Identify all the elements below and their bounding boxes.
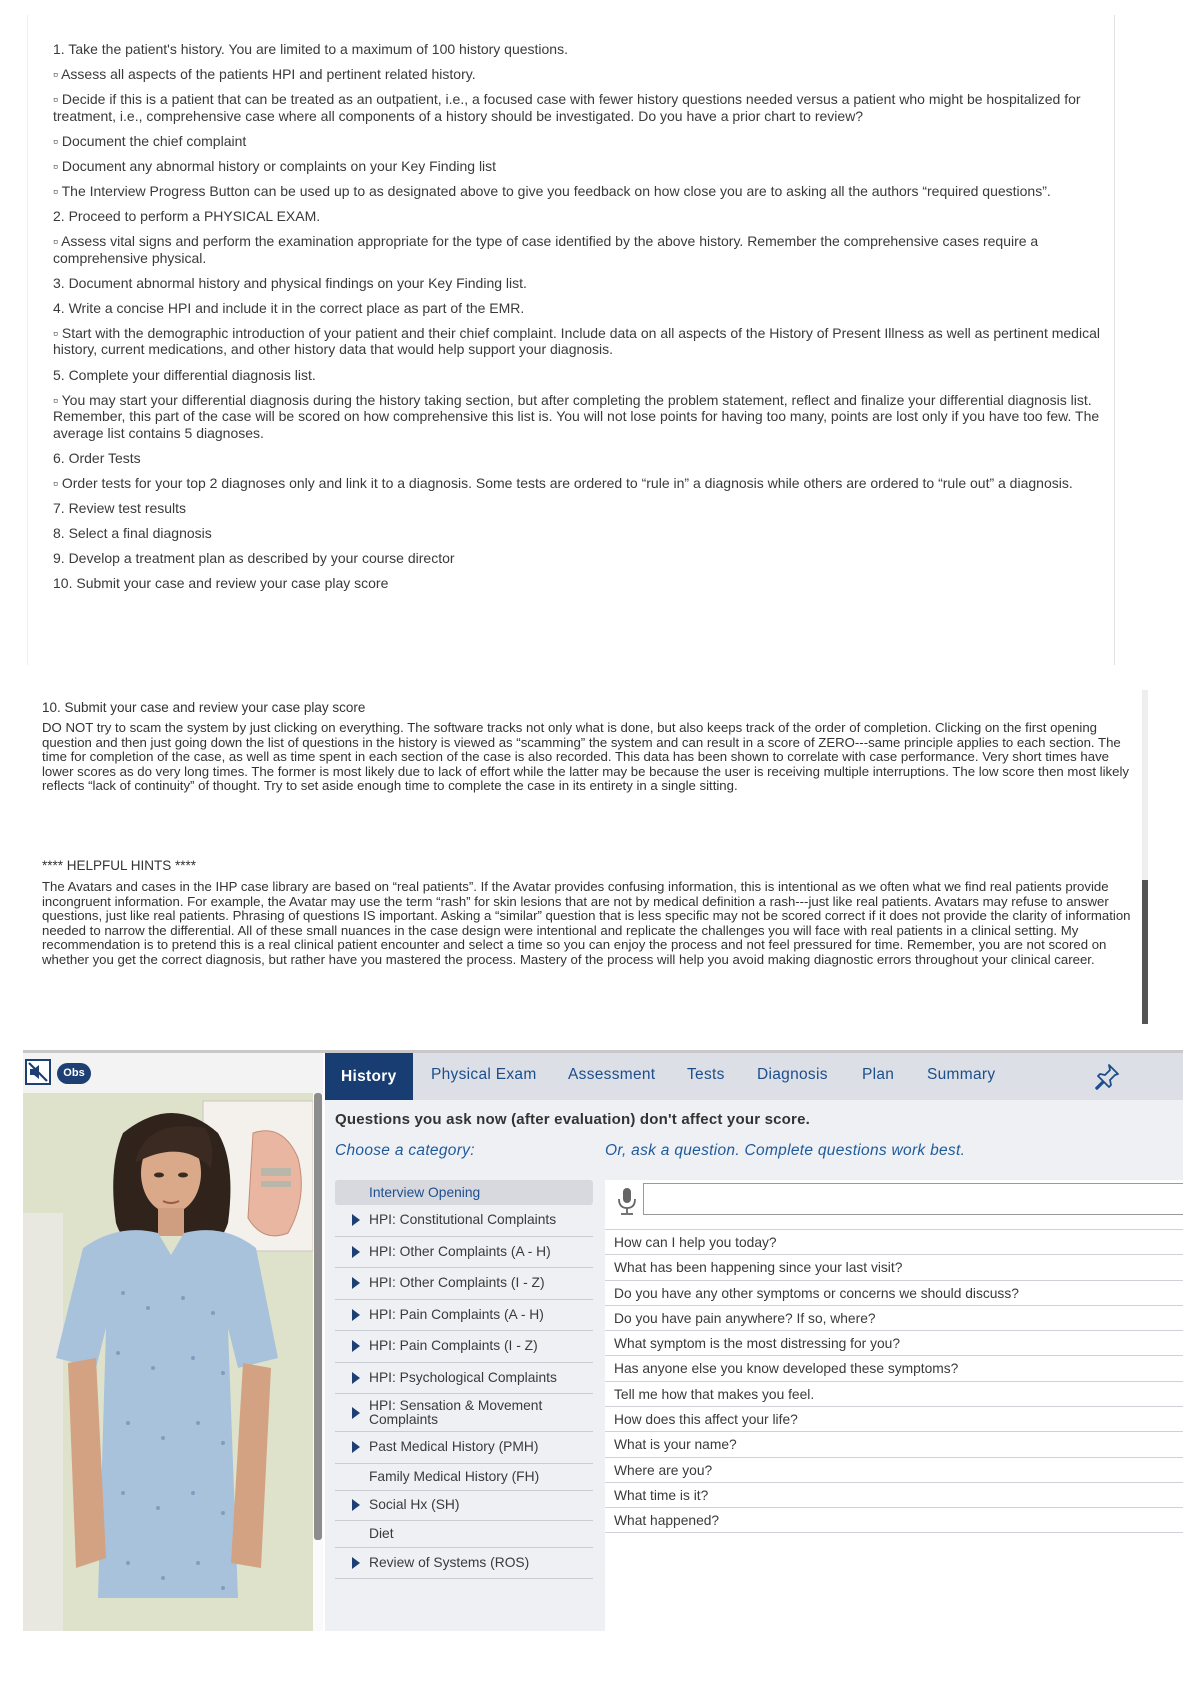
section-tabs	[325, 1053, 1183, 1100]
tab-plan[interactable]: Plan	[862, 1066, 895, 1083]
question-panel	[605, 1180, 1183, 1631]
category-label: Interview Opening	[369, 1184, 481, 1200]
instruction-steps	[53, 41, 1103, 600]
expand-arrow-icon	[352, 1214, 360, 1226]
instruction-step: 1. Take the patient's history. You are limited to a maximum of 100 history questions.	[53, 41, 568, 57]
question-item[interactable]: What time is it?	[605, 1482, 1183, 1507]
question-item[interactable]: Where are you?	[605, 1457, 1183, 1482]
tab-history[interactable]: History	[325, 1053, 413, 1100]
instruction-step: 6. Order Tests	[53, 449, 141, 466]
pin-icon[interactable]	[1093, 1062, 1121, 1090]
category-item[interactable]	[335, 1548, 593, 1579]
microphone-icon[interactable]	[615, 1186, 639, 1216]
patient-avatar	[23, 1093, 313, 1631]
expand-arrow-icon	[352, 1407, 360, 1419]
question-item[interactable]: What has been happening since your last visit?	[605, 1254, 1183, 1279]
category-item[interactable]	[335, 1180, 593, 1205]
category-label: HPI: Other Complaints (I - Z)	[369, 1275, 545, 1291]
instruction-step: 2. Proceed to perform a PHYSICAL EXAM.	[53, 208, 321, 225]
speaker-muted-icon	[27, 1061, 49, 1083]
question-list	[605, 1229, 1183, 1533]
tab-diagnosis[interactable]: Diagnosis	[757, 1066, 828, 1083]
choose-category-label: Choose a category:	[335, 1142, 475, 1159]
category-label: HPI: Other Complaints (A - H)	[369, 1243, 551, 1259]
category-item[interactable]	[335, 1300, 593, 1332]
question-item[interactable]: How can I help you today?	[605, 1229, 1183, 1254]
expand-arrow-icon	[352, 1557, 360, 1569]
helpful-hints-text: The Avatars and cases in the IHP case library are based on “real patients”. If the Avatar provides confusing information, this is intentional as we often what we find real patients provide incongruent information. For example, the Avatar may use the term “rash” for skin lesions that are not by medical definition a rash---just like real patients. Avatars may refuse to answer questions, just like real patients. Phrasing of questions IS important. Asking a “similar” question that is less specific may not be scored correct if it does not provide the clarity of information needed to narrow the differential. All of these small nuances in the case design were intentional and replicate the challenges you will face with real patients in a clinical setting. My recommendation is to pretend this is a real clinical patient encounter and select a time so you can enjoy the process and not feel pressured for time. Remember, you are not scored on whether you get the correct diagnosis, but rather have you mastered the process. Mastery of the process will help you avoid making diagnostic errors throughout your clinical career.	[42, 879, 1131, 967]
category-item[interactable]	[335, 1268, 593, 1300]
category-list	[335, 1180, 593, 1579]
instruction-step: ▫ Start with the demographic introduction of your patient and their chief complaint. Include data on all aspects of the History of Present Illness as well as pertinent medical history, current medications, and other history data that would help support your diagnosis.	[53, 324, 1100, 358]
category-item[interactable]	[335, 1491, 593, 1521]
question-item[interactable]: What symptom is the most distressing for you?	[605, 1330, 1183, 1355]
instruction-step: 7. Review test results	[53, 499, 187, 516]
expand-arrow-icon	[352, 1340, 360, 1352]
instructions-panel	[27, 15, 1115, 665]
category-label: HPI: Psychological Complaints	[369, 1369, 557, 1385]
category-label: HPI: Sensation & Movement Complaints	[369, 1397, 543, 1427]
category-item[interactable]	[335, 1521, 593, 1549]
question-item[interactable]: Has anyone else you know developed these symptoms?	[605, 1355, 1183, 1380]
category-label: Diet	[369, 1525, 394, 1541]
expand-arrow-icon	[352, 1277, 360, 1289]
question-input[interactable]	[643, 1183, 1183, 1215]
category-label: Family Medical History (FH)	[369, 1468, 540, 1484]
obs-button[interactable]: Obs	[57, 1063, 91, 1084]
tab-tests[interactable]: Tests	[687, 1066, 725, 1083]
category-label: HPI: Pain Complaints (A - H)	[369, 1306, 544, 1322]
instruction-step: ▫ You may start your differential diagnosis during the history taking section, but after completing the problem statement, reflect and finalize your differential diagnosis list. Remember, this part of the case will be scored on how comprehensive this list is. You will not lose points for having too many, points are lost only if you have too few. The average list contains 5 diagnoses.	[53, 391, 1100, 441]
question-item[interactable]: Tell me how that makes you feel.	[605, 1381, 1183, 1406]
avatar-scrollbar-thumb[interactable]	[314, 1093, 322, 1540]
category-item[interactable]	[335, 1205, 593, 1237]
expand-arrow-icon	[352, 1246, 360, 1258]
patient-avatar-illustration	[23, 1093, 313, 1631]
question-item[interactable]: How does this affect your life?	[605, 1406, 1183, 1431]
notes-panel	[28, 690, 1148, 1025]
instruction-step: ▫ Document any abnormal history or complaints on your Key Finding list	[53, 157, 497, 174]
notes-scrollbar-thumb[interactable]	[1142, 880, 1148, 1024]
instruction-step: 10. Submit your case and review your case play score	[53, 575, 389, 592]
category-item[interactable]	[335, 1331, 593, 1363]
ask-question-label: Or, ask a question. Complete questions work best.	[605, 1142, 966, 1159]
mute-button[interactable]	[25, 1059, 51, 1085]
tab-assessment[interactable]: Assessment	[568, 1066, 656, 1083]
instruction-step: 5. Complete your differential diagnosis list.	[53, 366, 316, 383]
category-item[interactable]	[335, 1464, 593, 1492]
case-simulator	[23, 1050, 1191, 1635]
expand-arrow-icon	[352, 1499, 360, 1511]
helpful-hints-heading: **** HELPFUL HINTS ****	[42, 858, 197, 873]
tab-physical-exam[interactable]: Physical Exam	[431, 1066, 537, 1083]
instruction-step: 9. Develop a treatment plan as described by your course director	[53, 550, 455, 567]
category-item[interactable]	[335, 1363, 593, 1395]
tab-summary[interactable]: Summary	[927, 1066, 996, 1083]
instruction-step: ▫ Order tests for your top 2 diagnoses only and link it to a diagnosis. Some tests are ordered to “rule in” a diagnosis while others are ordered to “rule out” a diagnosis.	[53, 474, 1073, 491]
instruction-step: ▫ Document the chief complaint	[53, 132, 247, 149]
avatar-panel	[23, 1053, 323, 1631]
instruction-step: ▫ The Interview Progress Button can be used up to as designated above to give you feedback on how close you are to asking all the authors “required questions”.	[53, 182, 1051, 199]
scam-warning-text: DO NOT try to scam the system by just clicking on everything. The software tracks not only what is done, but also keeps track of the order of completion. Clicking on the first opening question and then just going down the list of questions in the history is viewed as “scamming” the system and can result in a score of ZERO---same principle applies to each section. The time for completion of the case, as well as time spent in each section of the case is also recorded. This data has been shown to correlate with case performance. Very short times have lower scores as do very long times. The former is most likely due to lack of effort while the latter may be because the user is receiving multiple interruptions. The low score then most likely reflects “lack of continuity” of thought. Try to set aside enough time to complete the case in its entirety in a single sitting.	[42, 720, 1129, 794]
instruction-step: ▫ Decide if this is a patient that can be treated as an outpatient, i.e., a focused case with fewer history questions needed versus a patient who might be hospitalized for treatment, i.e., comprehensive case where all components of a history should be investigated. Do you have a prior chart to review?	[53, 91, 1081, 124]
expand-arrow-icon	[352, 1309, 360, 1321]
category-item[interactable]	[335, 1237, 593, 1269]
question-item[interactable]: What is your name?	[605, 1431, 1183, 1456]
instruction-step: 3. Document abnormal history and physical findings on your Key Finding list.	[53, 274, 527, 291]
category-label: HPI: Constitutional Complaints	[369, 1212, 557, 1228]
expand-arrow-icon	[352, 1372, 360, 1384]
instruction-step: ▫ Assess vital signs and perform the examination appropriate for the type of case identified by the above history. Remember the comprehensive cases require a comprehensive physical.	[53, 233, 1039, 266]
question-item[interactable]: Do you have pain anywhere? If so, where?	[605, 1305, 1183, 1330]
category-label: HPI: Pain Complaints (I - Z)	[369, 1338, 538, 1354]
question-item[interactable]: What happened?	[605, 1507, 1183, 1532]
score-notice: Questions you ask now (after evaluation) don't affect your score.	[335, 1111, 810, 1128]
instruction-step: 8. Select a final diagnosis	[53, 525, 212, 541]
avatar-scrollbar[interactable]	[313, 1093, 323, 1631]
category-item[interactable]	[335, 1394, 593, 1432]
instruction-step: ▫ Assess all aspects of the patients HPI and pertinent related history.	[53, 66, 476, 83]
history-panel	[325, 1100, 1183, 1631]
instruction-step: 4. Write a concise HPI and include it in the correct place as part of the EMR.	[53, 299, 525, 316]
category-label: Review of Systems (ROS)	[369, 1554, 530, 1570]
category-label: Social Hx (SH)	[369, 1497, 460, 1513]
category-item[interactable]	[335, 1432, 593, 1464]
submit-heading: 10. Submit your case and review your case play score	[42, 700, 366, 715]
question-item[interactable]: Do you have any other symptoms or concerns we should discuss?	[605, 1280, 1183, 1305]
category-label: Past Medical History (PMH)	[369, 1439, 539, 1455]
expand-arrow-icon	[352, 1441, 360, 1453]
